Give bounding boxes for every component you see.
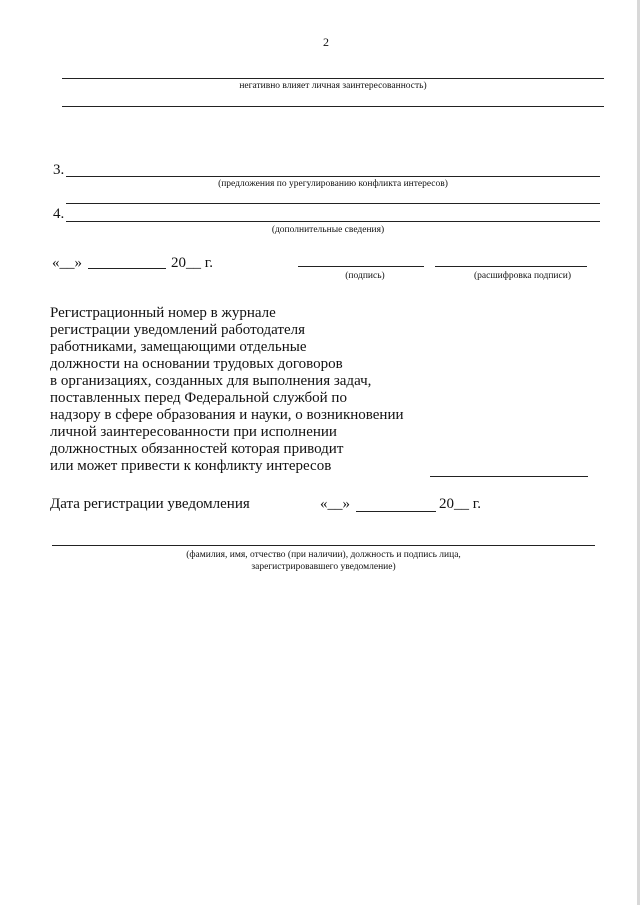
decoding-caption: (расшифровка подписи) — [474, 271, 571, 281]
registration-number-line — [430, 476, 588, 477]
item-4-line — [66, 221, 600, 222]
decoding-line — [435, 266, 587, 267]
reg-line: должности на основании трудовых договоров — [50, 356, 343, 372]
reg-date-day: «__» — [320, 496, 350, 512]
item-4-caption: (дополнительные сведения) — [271, 225, 385, 235]
registrar-caption-1: (фамилия, имя, отчество (при наличии), должность и подпись лица, — [186, 550, 461, 560]
reg-line: поставленных перед Федеральной службой по — [50, 390, 347, 406]
reg-line: надзору в сфере образования и науки, о возникновении — [50, 407, 404, 423]
date-year: 20__ г. — [171, 255, 213, 271]
line-top-2 — [62, 106, 604, 107]
reg-line: работниками, замещающими отдельные — [50, 339, 307, 355]
item-3-caption: (предложения по урегулированию конфликта интересов) — [218, 179, 448, 189]
registrar-caption-2: зарегистрировавшего уведомление) — [251, 562, 396, 572]
registrar-line — [52, 545, 595, 546]
caption-influence: негативно влияет личная заинтересованность) — [239, 81, 427, 91]
item-3-number: 3. — [53, 162, 65, 178]
reg-line: личной заинтересованности при исполнении — [50, 424, 337, 440]
line-top-1 — [62, 78, 604, 79]
signature-line — [298, 266, 424, 267]
reg-line: регистрации уведомлений работодателя — [50, 322, 306, 338]
signature-caption: (подпись) — [345, 271, 385, 281]
date-month-line — [88, 268, 166, 269]
reg-line: Регистрационный номер в журнале — [50, 305, 276, 321]
reg-date-year: 20__ г. — [439, 496, 481, 512]
date-day: «__» — [52, 255, 82, 271]
reg-date-label: Дата регистрации уведомления — [50, 496, 250, 512]
page-number: 2 — [323, 35, 329, 49]
reg-line: или может привести к конфликту интересов — [50, 458, 332, 474]
reg-line: должностных обязанностей которая приводит — [50, 441, 344, 457]
item-3-line — [66, 176, 600, 177]
reg-line: в организациях, созданных для выполнения задач, — [50, 373, 372, 389]
item-4-number: 4. — [53, 206, 65, 222]
registration-number-text — [50, 305, 420, 475]
reg-date-month-line — [356, 511, 436, 512]
item-3-line-2 — [66, 203, 600, 204]
